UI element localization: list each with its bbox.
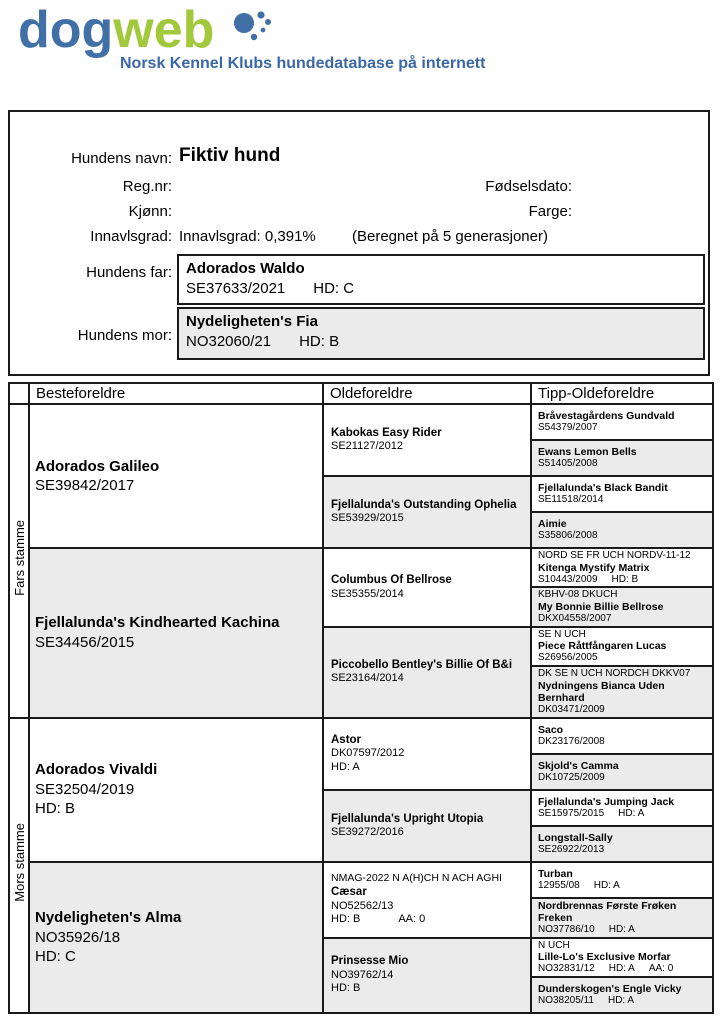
mother-reg-line: [186, 332, 696, 352]
col-header-tipp-oldeforeldre: Tipp-Oldeforeldre: [531, 383, 713, 404]
grandparent-cell: [29, 862, 323, 1013]
greatgreatgrandparent-cell: [531, 977, 713, 1013]
pedigree-row: [9, 548, 713, 587]
dog-regnr: DK03471/2009: [538, 704, 605, 716]
grandparent-cell: [29, 718, 323, 862]
greatgreatgrandparent-cell: [531, 587, 713, 626]
inbreeding-label: Innavlsgrad:: [90, 228, 172, 245]
dog-regnr: SE11518/2014: [538, 494, 604, 506]
grandparent-cell: [29, 404, 323, 548]
dog-name: Bråvestagårdens Gundvald: [538, 410, 675, 423]
dog-regnr: NO39762/14: [331, 968, 394, 981]
dog-hd: HD: A: [608, 963, 635, 975]
greatgrandparent-cell: [323, 404, 531, 476]
dog-regnr: NO37786/10: [538, 923, 595, 935]
dog-regnr: S54379/2007: [538, 422, 598, 434]
greatgreatgrandparent-cell: [531, 666, 713, 718]
regnr-label: Reg.nr:: [122, 178, 172, 195]
dog-hd: HD: A: [607, 995, 635, 1007]
dog-regnr: DK10725/2009: [538, 771, 605, 783]
greatgrandparent-cell: [323, 627, 531, 718]
dog-regnr: SE26922/2013: [538, 843, 605, 855]
dog-name: Dunderskogen's Engle Vicky: [538, 983, 682, 996]
greatgrandparent-cell: [323, 790, 531, 862]
color-label: Farge:: [528, 203, 572, 220]
dog-regnr: SE39842/2017: [35, 477, 135, 494]
dog-regnr: S35806/2008: [538, 530, 598, 542]
logo-web-text: web: [113, 1, 215, 59]
dog-titles: KBHV-08 DKUCH: [538, 589, 618, 601]
mother-hd: HD: B: [299, 333, 340, 351]
dog-hd: HD: A: [608, 923, 635, 935]
dogweb-logo: [18, 2, 214, 59]
dog-hd: HD: A: [331, 760, 360, 773]
inbreeding-note: (Beregnet på 5 generasjoner): [352, 228, 548, 245]
dog-name: Cæsar: [331, 886, 367, 899]
greatgreatgrandparent-cell: [531, 790, 713, 826]
dog-name: Piece Råttfångaren Lucas: [538, 640, 667, 653]
dog-regnr: SE35355/2014: [331, 587, 404, 600]
dog-hd: HD: B: [331, 913, 361, 926]
dog-regnr: SE15975/2015: [538, 807, 605, 819]
dog-name: Nydeligheten's Alma: [35, 909, 182, 926]
dog-name: Lille-Lo's Exclusive Morfar: [538, 951, 671, 964]
dog-name: Adorados Vivaldi: [35, 761, 158, 779]
dog-name: Kabokas Easy Rider: [331, 426, 442, 439]
dog-regnr: SE32504/2019: [35, 780, 135, 798]
dog-regnr: SE21127/2012: [331, 440, 403, 453]
dog-regnr: DK07597/2012: [331, 747, 405, 760]
dog-hd: HD: B: [611, 573, 639, 585]
dog-name: Nydningens Bianca Uden Bernhard: [538, 679, 665, 704]
mors-stamme-label: Mors stamme: [11, 823, 27, 903]
pedigree-row: [9, 404, 713, 440]
greatgrandparent-cell: [323, 548, 531, 627]
greatgreatgrandparent-cell: [531, 627, 713, 666]
grandparent-cell: [29, 548, 323, 718]
dog-regnr: DK23176/2008: [538, 735, 605, 747]
father-name: Adorados Waldo: [186, 260, 305, 277]
greatgreatgrandparent-cell: [531, 826, 713, 862]
mors-stamme-cell: [9, 718, 29, 1013]
greatgreatgrandparent-cell: [531, 440, 713, 476]
inbreeding-value: Innavlsgrad: 0,391%: [179, 228, 316, 245]
dog-name: Turban: [538, 867, 573, 880]
sex-label: Kjønn:: [128, 203, 172, 220]
dog-name: Longstall-Sally: [538, 831, 613, 844]
dog-aa: AA: 0: [648, 963, 674, 975]
dog-name: Fjellalunda's Jumping Jack: [538, 795, 675, 808]
father-reg-line: [186, 279, 696, 299]
dog-regnr: S26956/2005: [538, 652, 598, 664]
greatgreatgrandparent-cell: [531, 512, 713, 548]
pedigree-header-row: [9, 383, 713, 404]
dog-regnr: NO35926/18: [35, 928, 121, 946]
dog-name: Saco: [538, 723, 564, 736]
dog-name: Adorados Galileo: [35, 457, 160, 475]
dog-regnr: SE39272/2016: [331, 825, 404, 838]
dog-titles: N UCH: [538, 939, 570, 951]
dog-regnr: 12955/08: [538, 879, 580, 891]
dog-titles: DK SE N UCH NORDCH DKKV07: [538, 668, 691, 680]
father-hd: HD: C: [313, 280, 355, 298]
greatgreatgrandparent-cell: [531, 898, 713, 938]
dog-name: Nordbrennas Første Frøken Freken: [538, 899, 677, 924]
greatgreatgrandparent-cell: [531, 938, 713, 977]
greatgreatgrandparent-cell: [531, 862, 713, 898]
pedigree-table: [8, 382, 714, 1014]
dog-name: My Bonnie Billie Bellrose: [538, 600, 664, 613]
dog-hd: HD: A: [593, 879, 620, 891]
dog-regnr: SE34456/2015: [35, 633, 135, 651]
dog-name: Skjold's Camma: [538, 759, 619, 772]
mother-regnr: NO32060/21: [186, 333, 272, 351]
dog-titles: NMAG-2022 N A(H)CH N ACH AGHI: [331, 872, 502, 885]
greatgreatgrandparent-cell: [531, 476, 713, 512]
pedigree-row: [9, 862, 713, 898]
dog-regnr: NO32831/12: [538, 963, 595, 975]
father-regnr: SE37633/2021: [186, 280, 286, 298]
logo-dog-text: dog: [18, 1, 114, 59]
dog-regnr: DKX04558/2007: [538, 613, 612, 625]
dog-info-box: [8, 110, 710, 376]
mother-label: Hundens mor:: [77, 327, 172, 344]
dog-name: Fjellalunda's Black Bandit: [538, 482, 668, 495]
greatgrandparent-cell: [323, 718, 531, 790]
birthdate-label: Fødselsdato:: [485, 178, 572, 195]
dog-aa: AA: 0: [398, 913, 426, 926]
dog-regnr: S10443/2009: [538, 573, 598, 585]
dog-hd: HD: B: [331, 982, 361, 995]
name-label: Hundens navn:: [71, 150, 172, 167]
col-header-oldeforeldre: Oldeforeldre: [323, 383, 531, 404]
site-subtitle: Norsk Kennel Klubs hundedatabase på internett: [120, 55, 486, 72]
greatgreatgrandparent-cell: [531, 404, 713, 440]
dog-regnr: SE23164/2014: [331, 672, 404, 685]
dog-name: Ewans Lemon Bells: [538, 446, 637, 459]
dog-hd: HD: C: [35, 948, 76, 965]
dog-name: Prinsesse Mio: [331, 955, 409, 968]
dog-titles: SE N UCH: [538, 628, 586, 640]
dog-name: Fjellalunda's Kindhearted Kachina: [35, 614, 280, 632]
dog-regnr: NO52562/13: [331, 899, 394, 912]
dog-name: Kitenga Mystify Matrix: [538, 561, 650, 574]
greatgrandparent-cell: [323, 476, 531, 548]
dog-hd: HD: A: [618, 807, 645, 819]
father-box: [177, 254, 705, 305]
dog-name: Fjellalunda's Outstanding Ophelia: [331, 498, 517, 511]
paw-dots-icon: [232, 10, 278, 52]
dog-titles: NORD SE FR UCH NORDV-11-12: [538, 550, 691, 561]
dog-name: Aimie: [538, 518, 567, 531]
dog-name: Fjellalunda's Upright Utopia: [331, 812, 484, 825]
pedigree-row: [9, 718, 713, 754]
fars-stamme-cell: [9, 404, 29, 718]
greatgreatgrandparent-cell: [531, 548, 713, 587]
dog-name: Piccobello Bentley's Billie Of B&i: [331, 659, 513, 672]
father-label: Hundens far:: [86, 264, 172, 281]
greatgrandparent-cell: [323, 938, 531, 1013]
dog-name: Columbus Of Bellrose: [331, 574, 452, 587]
greatgreatgrandparent-cell: [531, 754, 713, 790]
mother-box: [177, 307, 705, 360]
greatgrandparent-cell: [323, 862, 531, 938]
dog-name: Astor: [331, 733, 362, 746]
col-header-besteforeldre: Besteforeldre: [29, 383, 323, 404]
stamme-header-cell: [9, 383, 29, 404]
dog-regnr: SE53929/2015: [331, 512, 404, 525]
greatgreatgrandparent-cell: [531, 718, 713, 754]
dog-hd: HD: B: [35, 800, 76, 818]
mother-name: Nydeligheten's Fia: [186, 313, 318, 330]
fars-stamme-label: Fars stamme: [11, 520, 27, 597]
dog-regnr: NO38205/11: [538, 995, 594, 1007]
dog-name-value: Fiktiv hund: [179, 145, 281, 166]
dog-regnr: S51405/2008: [538, 458, 598, 470]
